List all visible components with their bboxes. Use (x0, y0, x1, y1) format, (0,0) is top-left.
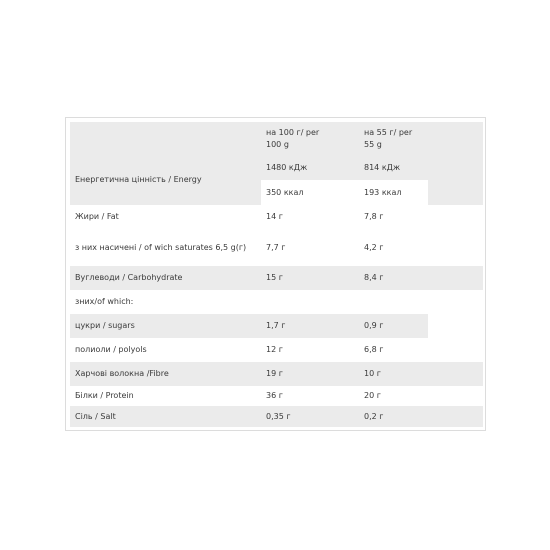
row-value-100g: 19 г (261, 362, 359, 386)
row-label: Білки / Protein (70, 386, 261, 406)
energy-kj-55g: 814 кДж (359, 155, 483, 180)
row-value-100g: 7,7 г (261, 229, 359, 266)
table-row (70, 290, 483, 314)
table-row (70, 338, 483, 362)
row-value-55g: 4,2 г (359, 229, 428, 266)
row-value-55g: 7,8 г (359, 205, 428, 229)
row-label: Вуглеводи / Carbohydrate (70, 266, 261, 290)
row-value-100g: 15 г (261, 266, 359, 290)
row-value-55g: 0,2 г (359, 406, 483, 427)
row-label: з них насичені / of wich saturates 6,5 g(г) (70, 229, 261, 266)
row-value-100g: 0,35 г (261, 406, 359, 427)
row-value-100g: 14 г (261, 205, 359, 229)
table-row (70, 205, 483, 229)
row-label: Сіль / Salt (70, 406, 261, 427)
row-value-55g: 6,8 г (359, 338, 428, 362)
row-value-55g: 8,4 г (359, 266, 483, 290)
row-value-100g (261, 290, 359, 314)
row-value-100g: 1,7 г (261, 314, 359, 338)
row-value-100g: 12 г (261, 338, 359, 362)
table-row (70, 406, 483, 427)
energy-label: Енергетична цінність / Energy (70, 155, 261, 205)
row-value-55g: 0,9 г (359, 314, 428, 338)
table-row (70, 386, 483, 406)
row-label: Жири / Fat (70, 205, 261, 229)
row-value-55g (359, 290, 428, 314)
row-label: зних/of which: (70, 290, 261, 314)
header-per-100g: на 100 г/ per 100 g (261, 122, 359, 155)
table-row (70, 362, 483, 386)
table-row (70, 229, 483, 266)
row-label: Харчові волокна /Fibre (70, 362, 261, 386)
row-value-55g: 10 г (359, 362, 483, 386)
table-header-row (70, 122, 483, 155)
header-cell-empty (70, 122, 261, 155)
row-label: цукри / sugars (70, 314, 261, 338)
table-row (70, 314, 483, 338)
energy-kcal-filler (428, 180, 483, 205)
energy-kcal-55g: 193 ккал (359, 180, 428, 205)
table-row (70, 266, 483, 290)
header-per-55g: на 55 г/ per 55 g (359, 122, 483, 155)
table-row-energy (70, 155, 483, 205)
nutrition-table (65, 117, 486, 431)
row-value-55g: 20 г (359, 386, 428, 406)
energy-kcal-100g: 350 ккал (261, 180, 359, 205)
row-label: полиоли / polyols (70, 338, 261, 362)
energy-kj-100g: 1480 кДж (261, 155, 359, 180)
row-value-100g: 36 г (261, 386, 359, 406)
